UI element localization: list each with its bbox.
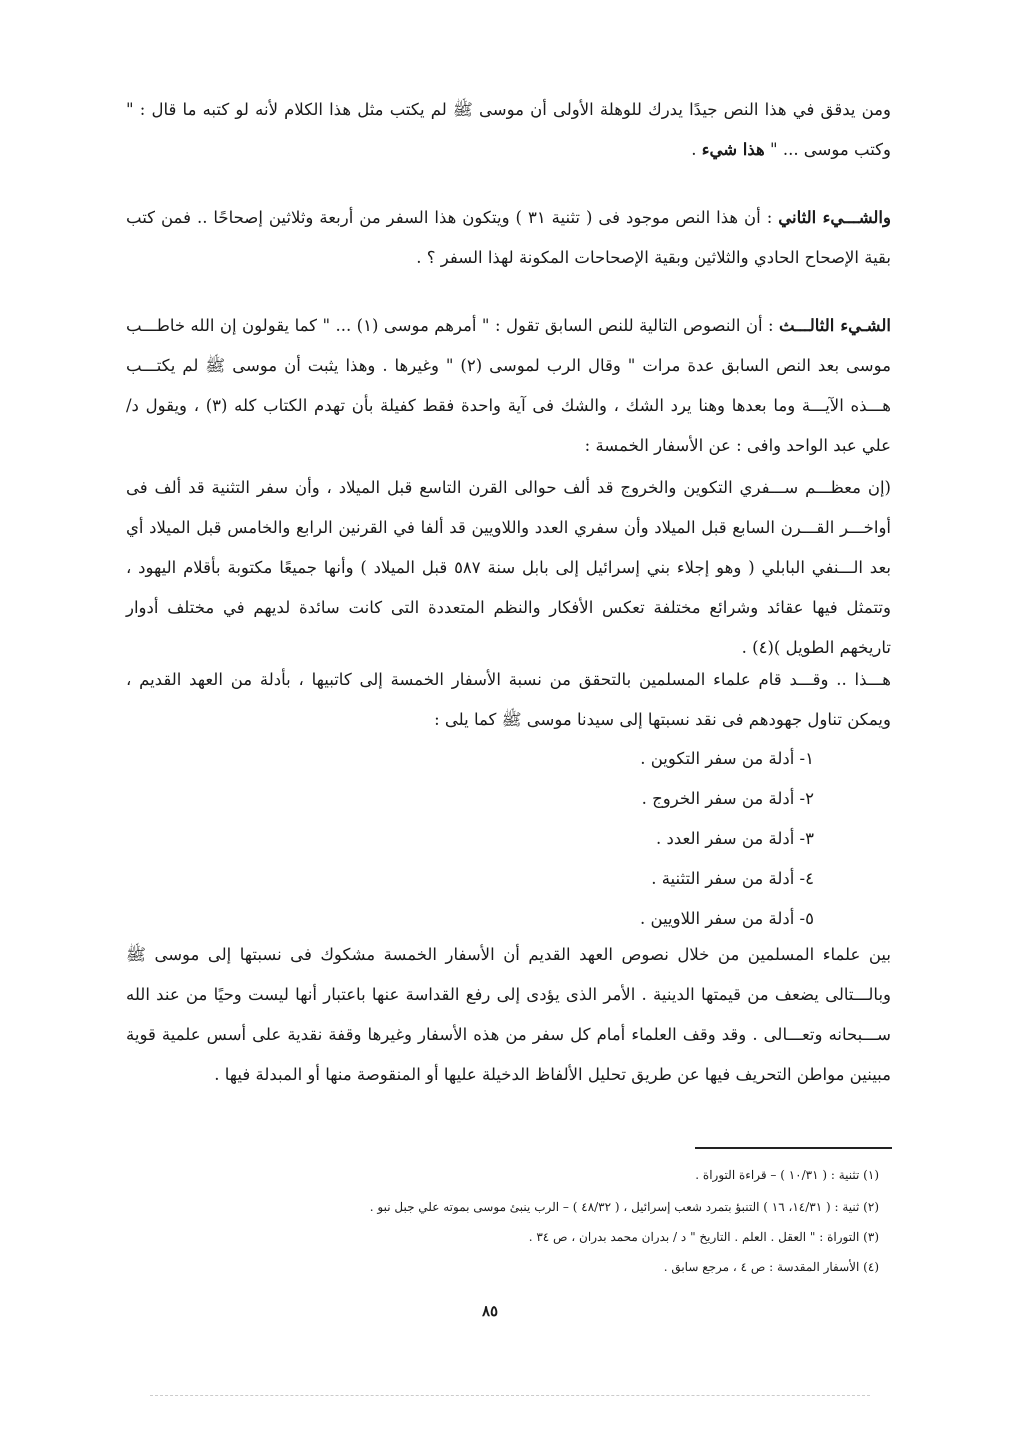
paragraph-1-text: ومن يدقق في هذا النص جيدًا يدرك للوهلة الأولى أن موسى ﷺ لم يكتب مثل هذا الكلام لأنه لو كتبه ما قال : " وكتب موسى ... " (126, 100, 891, 159)
quotation-paragraph (126, 468, 891, 668)
footnote-3: (٣) التوراة : " العقل . العلم . التاريخ " د / بدران محمد بدران ، ص ٣٤ . (528, 1230, 879, 1244)
page-number: ٨٥ (481, 1302, 499, 1320)
list-item: ٥- أدلة من سفر اللاويين . (640, 909, 814, 928)
evidence-list (414, 739, 814, 939)
footnote-4: (٤) الأسفار المقدسة : ص ٤ ، مرجع سابق . (663, 1260, 879, 1274)
scan-edge-line (150, 1395, 870, 1396)
footnote-divider (695, 1147, 892, 1149)
list-item: ٢- أدلة من سفر الخروج . (641, 789, 814, 808)
paragraph-2 (126, 198, 891, 278)
footnote-2: (٢) ثنية : ( ١٤/٣١، ١٦ ) التنبؤ بتمرد شعب إسرائيل ، ( ٤٨/٣٢ ) – الرب ينبئ موسى بموته علي جبل نبو . (369, 1200, 879, 1214)
quotation-text: (إن معظـــم ســـفري التكوين والخروج قد ألف حوالى القرن التاسع قبل الميلاد ، وأن سفر التثنية قد ألف فى أواخـــر القـــرن السابع قبل الميلاد وأن سفري العدد واللاويين قد ألفا في القرنين الرابع والخامس قبل الميلاد أي بعد الـــنفي البابلي ( وهو إجلاء بني إسرائيل إلى بابل سنة ٥٨٧ قبل الميلاد ) وأنها جميعًا مكتوبة بأقلام اليهود ، وتتمثل فيها عقائد وشرائع مختلفة تعكس الأفكار والنظم المتعددة التى كانت سائدة لديهم في مختلف أدوار تاريخهم الطويل )(٤) . (126, 478, 891, 657)
list-item: ٤- أدلة من سفر التثنية . (651, 869, 814, 888)
list-item: ١- أدلة من سفر التكوين . (640, 749, 814, 768)
paragraph-3 (126, 306, 891, 466)
paragraph-1-end: . (691, 140, 702, 159)
footnote-1: (١) تثنية : ( ١٠/٣١ ) – قراءة التوراة . (695, 1168, 879, 1182)
paragraph-3-text: : أن النصوص التالية للنص السابق تقول : " أمرهم موسى (١) ... " كما يقولون إن الله خاطـــب موسى بعد النص السابق عدة مرات " وقال الرب لموسى (٢) " وغيرها . وهذا يثبت أن موسى ﷺ لم يكتـــب هـــذه الآيـــة وما بعدها وهنا يرد الشك ، والشك فى آية واحدة فقط كفيلة بأن تهدم الكتاب كله (٣) ، ويقول د/ علي عبد الواحد وافى : عن الأسفار الخمسة : (126, 316, 891, 455)
paragraph-2-text: : أن هذا النص موجود فى ( تثنية ٣١ ) ويتكون هذا السفر من أربعة وثلاثين إصحاحًا .. فمن كتب بقية الإصحاح الحادي والثلاثين وبقية الإصحاحات المكونة لهذا السفر ؟ . (126, 208, 891, 267)
list-item: ٣- أدلة من سفر العدد . (656, 829, 814, 848)
paragraph-5-text: هـــذا .. وقـــد قام علماء المسلمين بالتحقق من نسبة الأسفار الخمسة إلى كاتبيها ، بأدلة من العهد القديم ، ويمكن تناول جهودهم فى نقد نسبتها إلى سيدنا موسى ﷺ كما يلى : (126, 670, 891, 729)
paragraph-2-heading: والشـــيء الثاني (778, 208, 891, 227)
paragraph-1 (126, 90, 891, 170)
paragraph-6-text: بين علماء المسلمين من خلال نصوص العهد القديم أن الأسفار الخمسة مشكوك فى نسبتها إلى موسى ﷺ وبالـــتالى يضعف من قيمتها الدينية . الأمر الذى يؤدى إلى رفع القداسة عنها باعتبار أنها ليست وحيًا من عند الله ســـبحانه وتعـــالى . وقد وقف العلماء أمام كل سفر من هذه الأسفار وغيرها وقفة نقدية على أسس علمية قوية مبينين مواطن التحريف فيها عن طريق تحليل الألفاظ الدخيلة عليها أو المنقوصة منها أو المبدلة فيها . (126, 945, 891, 1084)
paragraph-5 (126, 660, 891, 740)
paragraph-1-bold: هذا شيء (701, 140, 765, 159)
paragraph-3-heading: الشـيء الثالـــث (779, 316, 892, 335)
paragraph-6 (126, 935, 891, 1095)
